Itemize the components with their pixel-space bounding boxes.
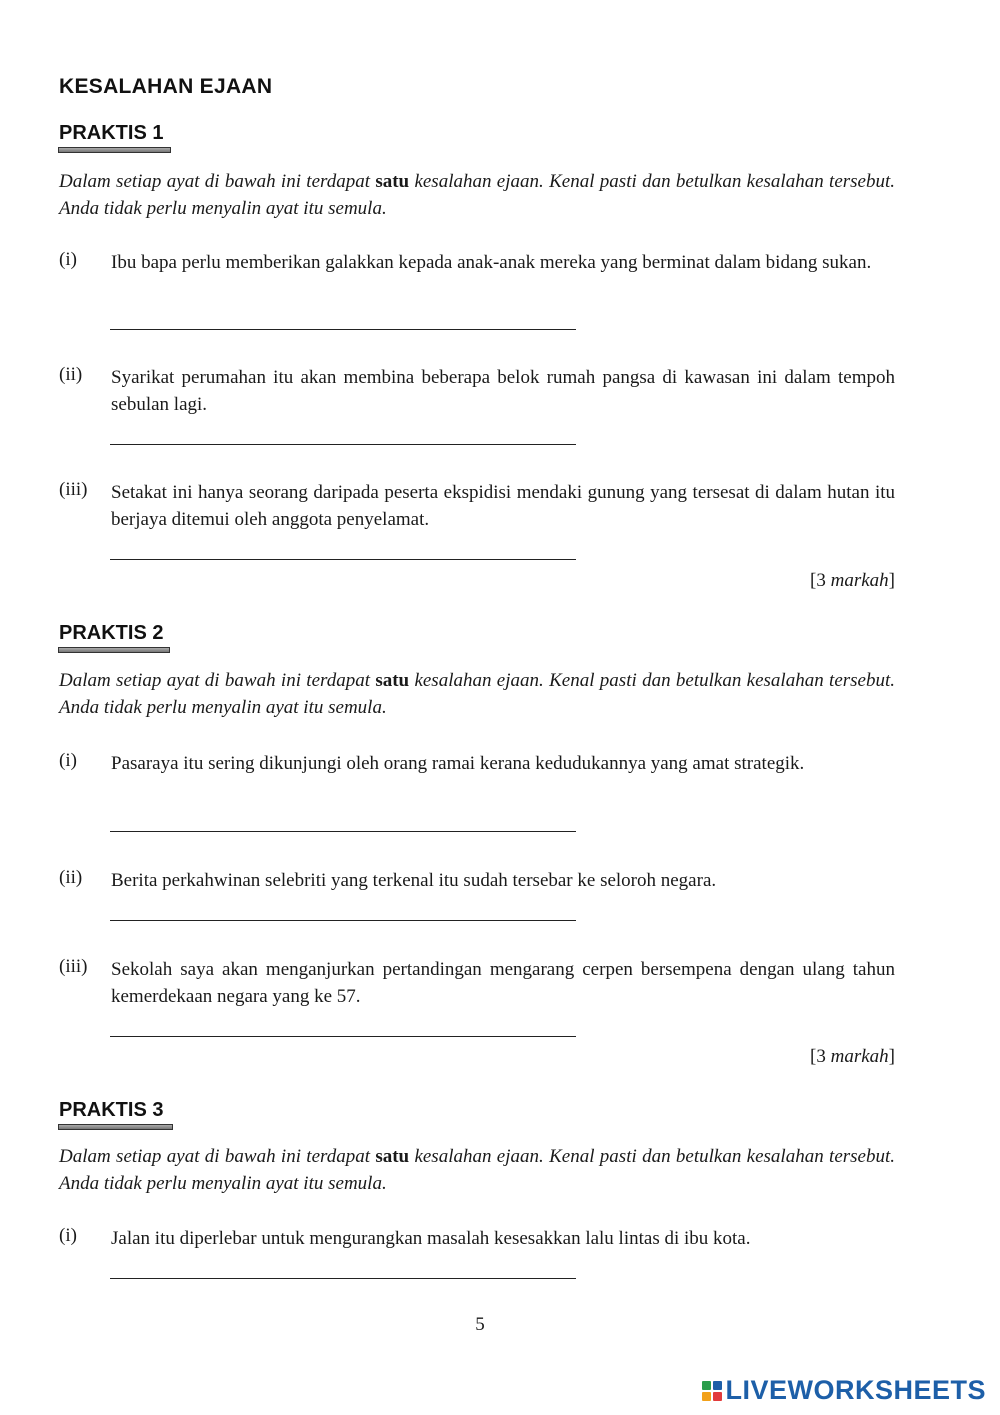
- answer-field[interactable]: [110, 559, 576, 560]
- instruction-text: Dalam setiap ayat di bawah ini terdapat satu kesalahan ejaan. Kenal pasti dan betulkan kesalahan tersebut. Anda tidak perlu menyalin ayat itu semula.: [59, 1146, 895, 1194]
- question-number: (i): [59, 1225, 77, 1246]
- question-text: Sekolah saya akan menganjurkan pertandingan mengarang cerpen bersempena dengan ulang tahun kemerdekaan negara yang ke 57.: [111, 959, 895, 1007]
- brand-name: LIVEWORKSHEETS: [725, 1375, 986, 1405]
- answer-field[interactable]: [110, 920, 576, 921]
- answer-field[interactable]: [110, 1036, 576, 1037]
- instruction-text: Dalam setiap ayat di bawah ini terdapat satu kesalahan ejaan. Kenal pasti dan betulkan kesalahan tersebut. Anda tidak perlu menyalin ayat itu semula.: [59, 670, 895, 718]
- question-number: (i): [59, 249, 77, 270]
- question-number: (iii): [59, 956, 88, 977]
- answer-field[interactable]: [110, 444, 576, 445]
- marks-label: [3 markah]: [810, 570, 895, 591]
- marks-label: [3 markah]: [810, 1046, 895, 1067]
- liveworksheets-logo[interactable]: [702, 1375, 986, 1406]
- section-heading-praktis-3: PRAKTIS 3: [59, 1099, 164, 1121]
- question-text: Setakat ini hanya seorang daripada peserta ekspidisi mendaki gunung yang tersesat di dalam hutan itu berjaya ditemui oleh anggota penyelamat.: [111, 482, 895, 530]
- section-heading-praktis-2: PRAKTIS 2: [59, 622, 164, 644]
- section-heading-praktis-1: PRAKTIS 1: [59, 122, 164, 144]
- heading-underline: [58, 1124, 173, 1130]
- question-text: Pasaraya itu sering dikunjungi oleh orang ramai kerana kedudukannya yang amat strategik.: [111, 753, 805, 774]
- question-number: (iii): [59, 479, 88, 500]
- question-text: Jalan itu diperlebar untuk mengurangkan masalah kesesakkan lalu lintas di ibu kota.: [111, 1228, 751, 1249]
- liveworksheets-logo-icon: [702, 1381, 722, 1401]
- question-number: (ii): [59, 364, 83, 385]
- answer-field[interactable]: [110, 329, 576, 330]
- page-title: KESALAHAN EJAAN: [59, 75, 273, 98]
- heading-underline: [58, 147, 171, 153]
- question-text: Berita perkahwinan selebriti yang terkenal itu sudah tersebar ke seloroh negara.: [111, 870, 717, 891]
- answer-field[interactable]: [110, 1278, 576, 1279]
- heading-underline: [58, 647, 170, 653]
- question-text: Syarikat perumahan itu akan membina beberapa belok rumah pangsa di kawasan ini dalam tempoh sebulan lagi.: [111, 367, 895, 415]
- page-number: 5: [475, 1314, 485, 1335]
- answer-field[interactable]: [110, 831, 576, 832]
- question-number: (ii): [59, 867, 83, 888]
- instruction-text: Dalam setiap ayat di bawah ini terdapat satu kesalahan ejaan. Kenal pasti dan betulkan kesalahan tersebut. Anda tidak perlu menyalin ayat itu semula.: [59, 171, 895, 219]
- question-text: Ibu bapa perlu memberikan galakkan kepada anak-anak mereka yang berminat dalam bidang sukan.: [111, 252, 872, 273]
- question-number: (i): [59, 750, 77, 771]
